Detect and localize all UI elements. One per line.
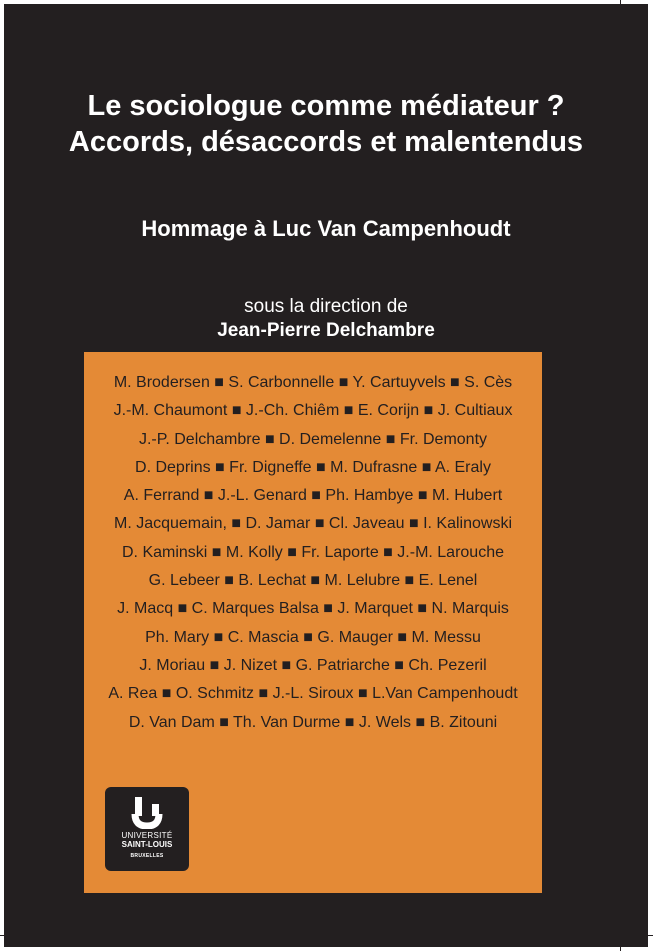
crop-mark	[648, 935, 653, 936]
crop-mark	[620, 0, 621, 4]
crop-mark	[620, 947, 621, 951]
authors-line: J. Moriau ■ J. Nizet ■ G. Patriarche ■ Ch. Pezeril	[139, 656, 487, 674]
authors-line: M. Jacquemain, ■ D. Jamar ■ Cl. Javeau ■ I. Kalinowski	[113, 515, 512, 533]
authors-line: J.-P. Delchambre ■ D. Demelenne ■ Fr. Demonty	[138, 430, 488, 448]
title-line-1: Le sociologue comme médiateur ?	[87, 90, 565, 122]
authors-line: M. Brodersen ■ S. Carbonnelle ■ Y. Cartuyvels ■ S. Cès	[113, 374, 513, 391]
direction-label: sous la direction de	[244, 296, 408, 317]
crop-mark	[0, 935, 4, 936]
authors-line: G. Lebeer ■ B. Lechat ■ M. Lelubre ■ E. Lenel	[148, 572, 478, 590]
authors-panel	[84, 352, 542, 893]
authors-list	[84, 369, 542, 737]
u-monogram-icon	[130, 795, 164, 829]
book-cover	[4, 4, 648, 947]
authors-line: D. Deprins ■ Fr. Digneffe ■ M. Dufrasne ■ A. Eraly	[135, 458, 491, 476]
authors-line: J. Macq ■ C. Marques Balsa ■ J. Marquet ■ N. Marquis	[117, 600, 509, 618]
book-subtitle: Hommage à Luc Van Campenhoudt	[141, 216, 511, 241]
title-line-2: Accords, désaccords et malentendus	[68, 126, 584, 158]
editor-name: Jean-Pierre Delchambre	[217, 320, 435, 341]
authors-line: D. Kaminski ■ M. Kolly ■ Fr. Laporte ■ J.-M. Larouche	[122, 543, 504, 561]
authors-line: D. Van Dam ■ Th. Van Durme ■ J. Wels ■ B. Zitouni	[128, 713, 498, 731]
logo-line-3: BRUXELLES	[130, 853, 164, 859]
authors-line: A. Rea ■ O. Schmitz ■ J.-L. Siroux ■ L.Van Campenhoudt	[108, 685, 518, 703]
authors-line: Ph. Mary ■ C. Mascia ■ G. Mauger ■ M. Messu	[145, 628, 481, 646]
book-title	[4, 88, 648, 160]
logo-line-2: SAINT-LOUIS	[121, 840, 173, 849]
editor-block	[4, 295, 648, 343]
authors-line: A. Ferrand ■ J.-L. Genard ■ Ph. Hambye ■ M. Hubert	[123, 487, 503, 505]
authors-line: J.-M. Chaumont ■ J.-Ch. Chiêm ■ E. Corijn ■ J. Cultiaux	[113, 402, 513, 420]
logo-line-1: UNIVERSITÉ	[121, 831, 173, 840]
university-logo	[105, 787, 189, 871]
